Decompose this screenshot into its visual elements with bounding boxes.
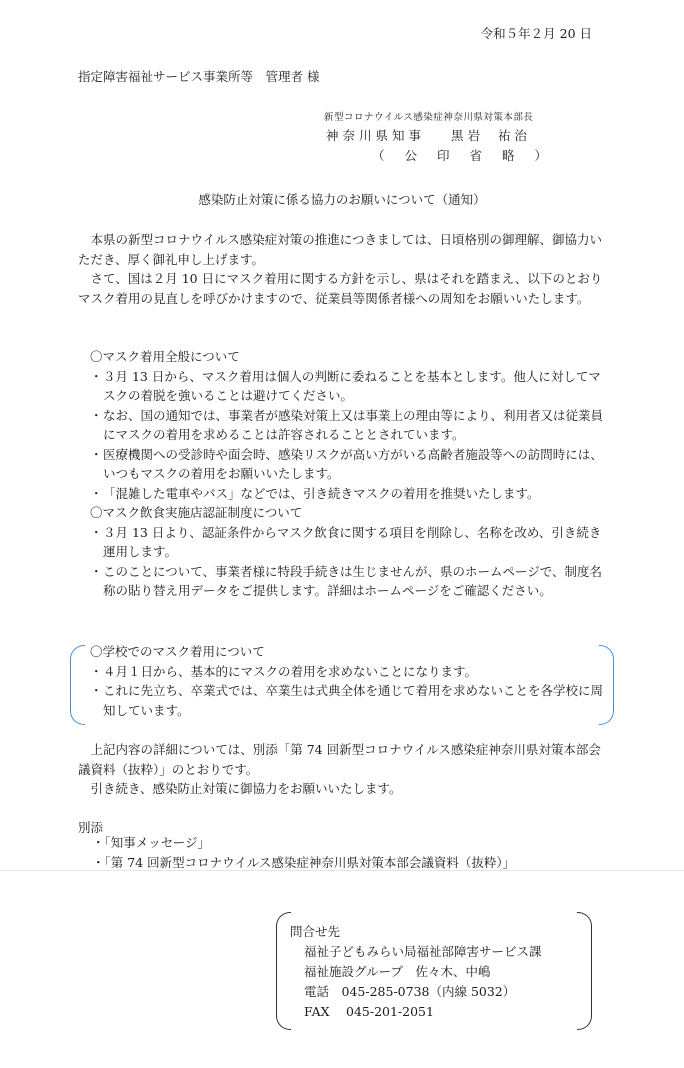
sender-hq: 新型コロナウイルス感染症神奈川県対策本部長 — [324, 112, 534, 123]
bullet-mark: ・ — [90, 485, 103, 501]
section-heading: 〇マスク飲食実施店認証制度について — [90, 505, 303, 520]
section-list — [90, 367, 610, 504]
section-heading: 〇学校でのマスク着用について — [90, 644, 265, 659]
list-item-text: 「混雑した電車やバス」などでは、引き続きマスクの着用を推奨いたします。 — [103, 485, 540, 501]
list-item — [90, 367, 610, 406]
document-subject: 感染防止対策に係る協力のお願いについて（通知） — [198, 192, 486, 207]
bullet-mark: ・ — [90, 407, 103, 423]
contact-fax: FAX 045-201-2051 — [304, 1004, 434, 1019]
bullet-mark: ・ — [92, 835, 105, 850]
bracket-right — [577, 912, 592, 1030]
contact-phone: 電話 045-285-0738（内線 5032） — [304, 984, 516, 999]
closing-text-2: 引き続き、感染防止対策に御協力をお願いいたします。 — [90, 781, 402, 796]
section-list — [90, 662, 610, 721]
intro-text-2: さて、国は２月 10 日にマスク着用に関する方針を示し、県はそれを踏まえ、以下のとおりマスク着用の見直しを呼びかけますので、従業員等関係者様への周知をお願いいたします。 — [78, 271, 603, 306]
sender-name-given: 祐治 — [498, 128, 532, 143]
bullet-mark: ・ — [90, 524, 103, 540]
attachments-list — [92, 833, 515, 872]
list-item — [90, 562, 610, 601]
addressee: 指定障害福祉サービス事業所等 管理者 様 — [78, 69, 320, 84]
list-item — [90, 662, 610, 682]
sender-title: 神奈川県知事 — [326, 128, 426, 143]
list-item — [90, 484, 610, 504]
section-mask-general — [90, 347, 610, 601]
list-item — [90, 523, 610, 562]
attachment-text: 「第 74 回新型コロナウイルス感染症神奈川県対策本部会議資料（抜粋）」 — [104, 854, 516, 870]
list-item-text: ４月１日から、基本的にマスクの着用を求めないことになります。 — [103, 663, 478, 679]
bullet-mark: ・ — [92, 854, 105, 870]
intro-text-1: 本県の新型コロナウイルス感染症対策の推進につきましては、日頃格別の御理解、御協力いただき、厚く御礼申し上げます。 — [78, 232, 603, 267]
attachment-text: 「知事メッセージ」 — [104, 835, 211, 850]
closing-text-1: 上記内容の詳細については、別添「第 74 回新型コロナウイルス感染症神奈川県対策本部会議資料（抜粋）」のとおりです。 — [78, 742, 601, 777]
attachment-item — [92, 833, 515, 853]
seal-note: （公印省略） — [372, 148, 568, 163]
list-item — [90, 681, 610, 720]
sender-name-family: 黒岩 — [451, 128, 485, 143]
list-item-text: 医療機関への受診時や面会時、感染リスクが高い方がいる高齢者施設等への訪問時には、いつもマスクの着用をお願いいたします。 — [103, 446, 603, 481]
list-item-text: これに先立ち、卒業式では、卒業生は式典全体を通じて着用を求めないことを各学校に周知しています。 — [103, 683, 604, 718]
closing-paragraphs — [78, 740, 608, 799]
section-list — [90, 523, 610, 601]
contact-heading: 問合せ先 — [290, 924, 341, 939]
list-item-text: なお、国の通知では、事業者が感染対策上又は事業上の理由等により、利用者又は従業員にマスクの着用を求めることは許容されることとされています。 — [103, 407, 604, 442]
intro-paragraph-1 — [78, 230, 608, 269]
bracket-left — [276, 912, 291, 1030]
bracket-left — [70, 645, 85, 725]
document-date: 令和５年２月 20 日 — [480, 26, 592, 41]
intro-paragraph-2 — [78, 269, 608, 308]
sender-line — [326, 126, 531, 146]
list-item-text: ３月 13 日から、マスク着用は個人の判断に委ねることを基本とします。他人に対してマスクの着脱を強いることは避けてください。 — [103, 368, 601, 403]
contact-group: 福祉施設グループ 佐々木、中嶋 — [304, 964, 491, 979]
attachments-label: 別添 — [78, 820, 104, 835]
contact-department: 福祉子どもみらい局福祉部障害サービス課 — [304, 944, 542, 959]
section-school-masks — [90, 642, 610, 720]
section-heading: 〇マスク着用全般について — [90, 349, 240, 364]
list-item-text: このことについて、事業者様に特段手続きは生じませんが、県のホームページで、制度名称の貼り替え用データをご提供します。詳細はホームページをご確認ください。 — [103, 563, 603, 598]
bullet-mark: ・ — [90, 368, 103, 384]
bullet-mark: ・ — [90, 663, 103, 679]
page-divider — [0, 870, 684, 871]
bullet-mark: ・ — [90, 446, 103, 462]
list-item — [90, 445, 610, 484]
list-item — [90, 406, 610, 445]
bullet-mark: ・ — [90, 683, 103, 698]
bullet-mark: ・ — [90, 563, 103, 579]
list-item-text: ３月 13 日より、認証条件からマスク飲食に関する項目を削除し、名称を改め、引き続き運用します。 — [103, 524, 602, 559]
contact-info — [290, 922, 542, 1022]
